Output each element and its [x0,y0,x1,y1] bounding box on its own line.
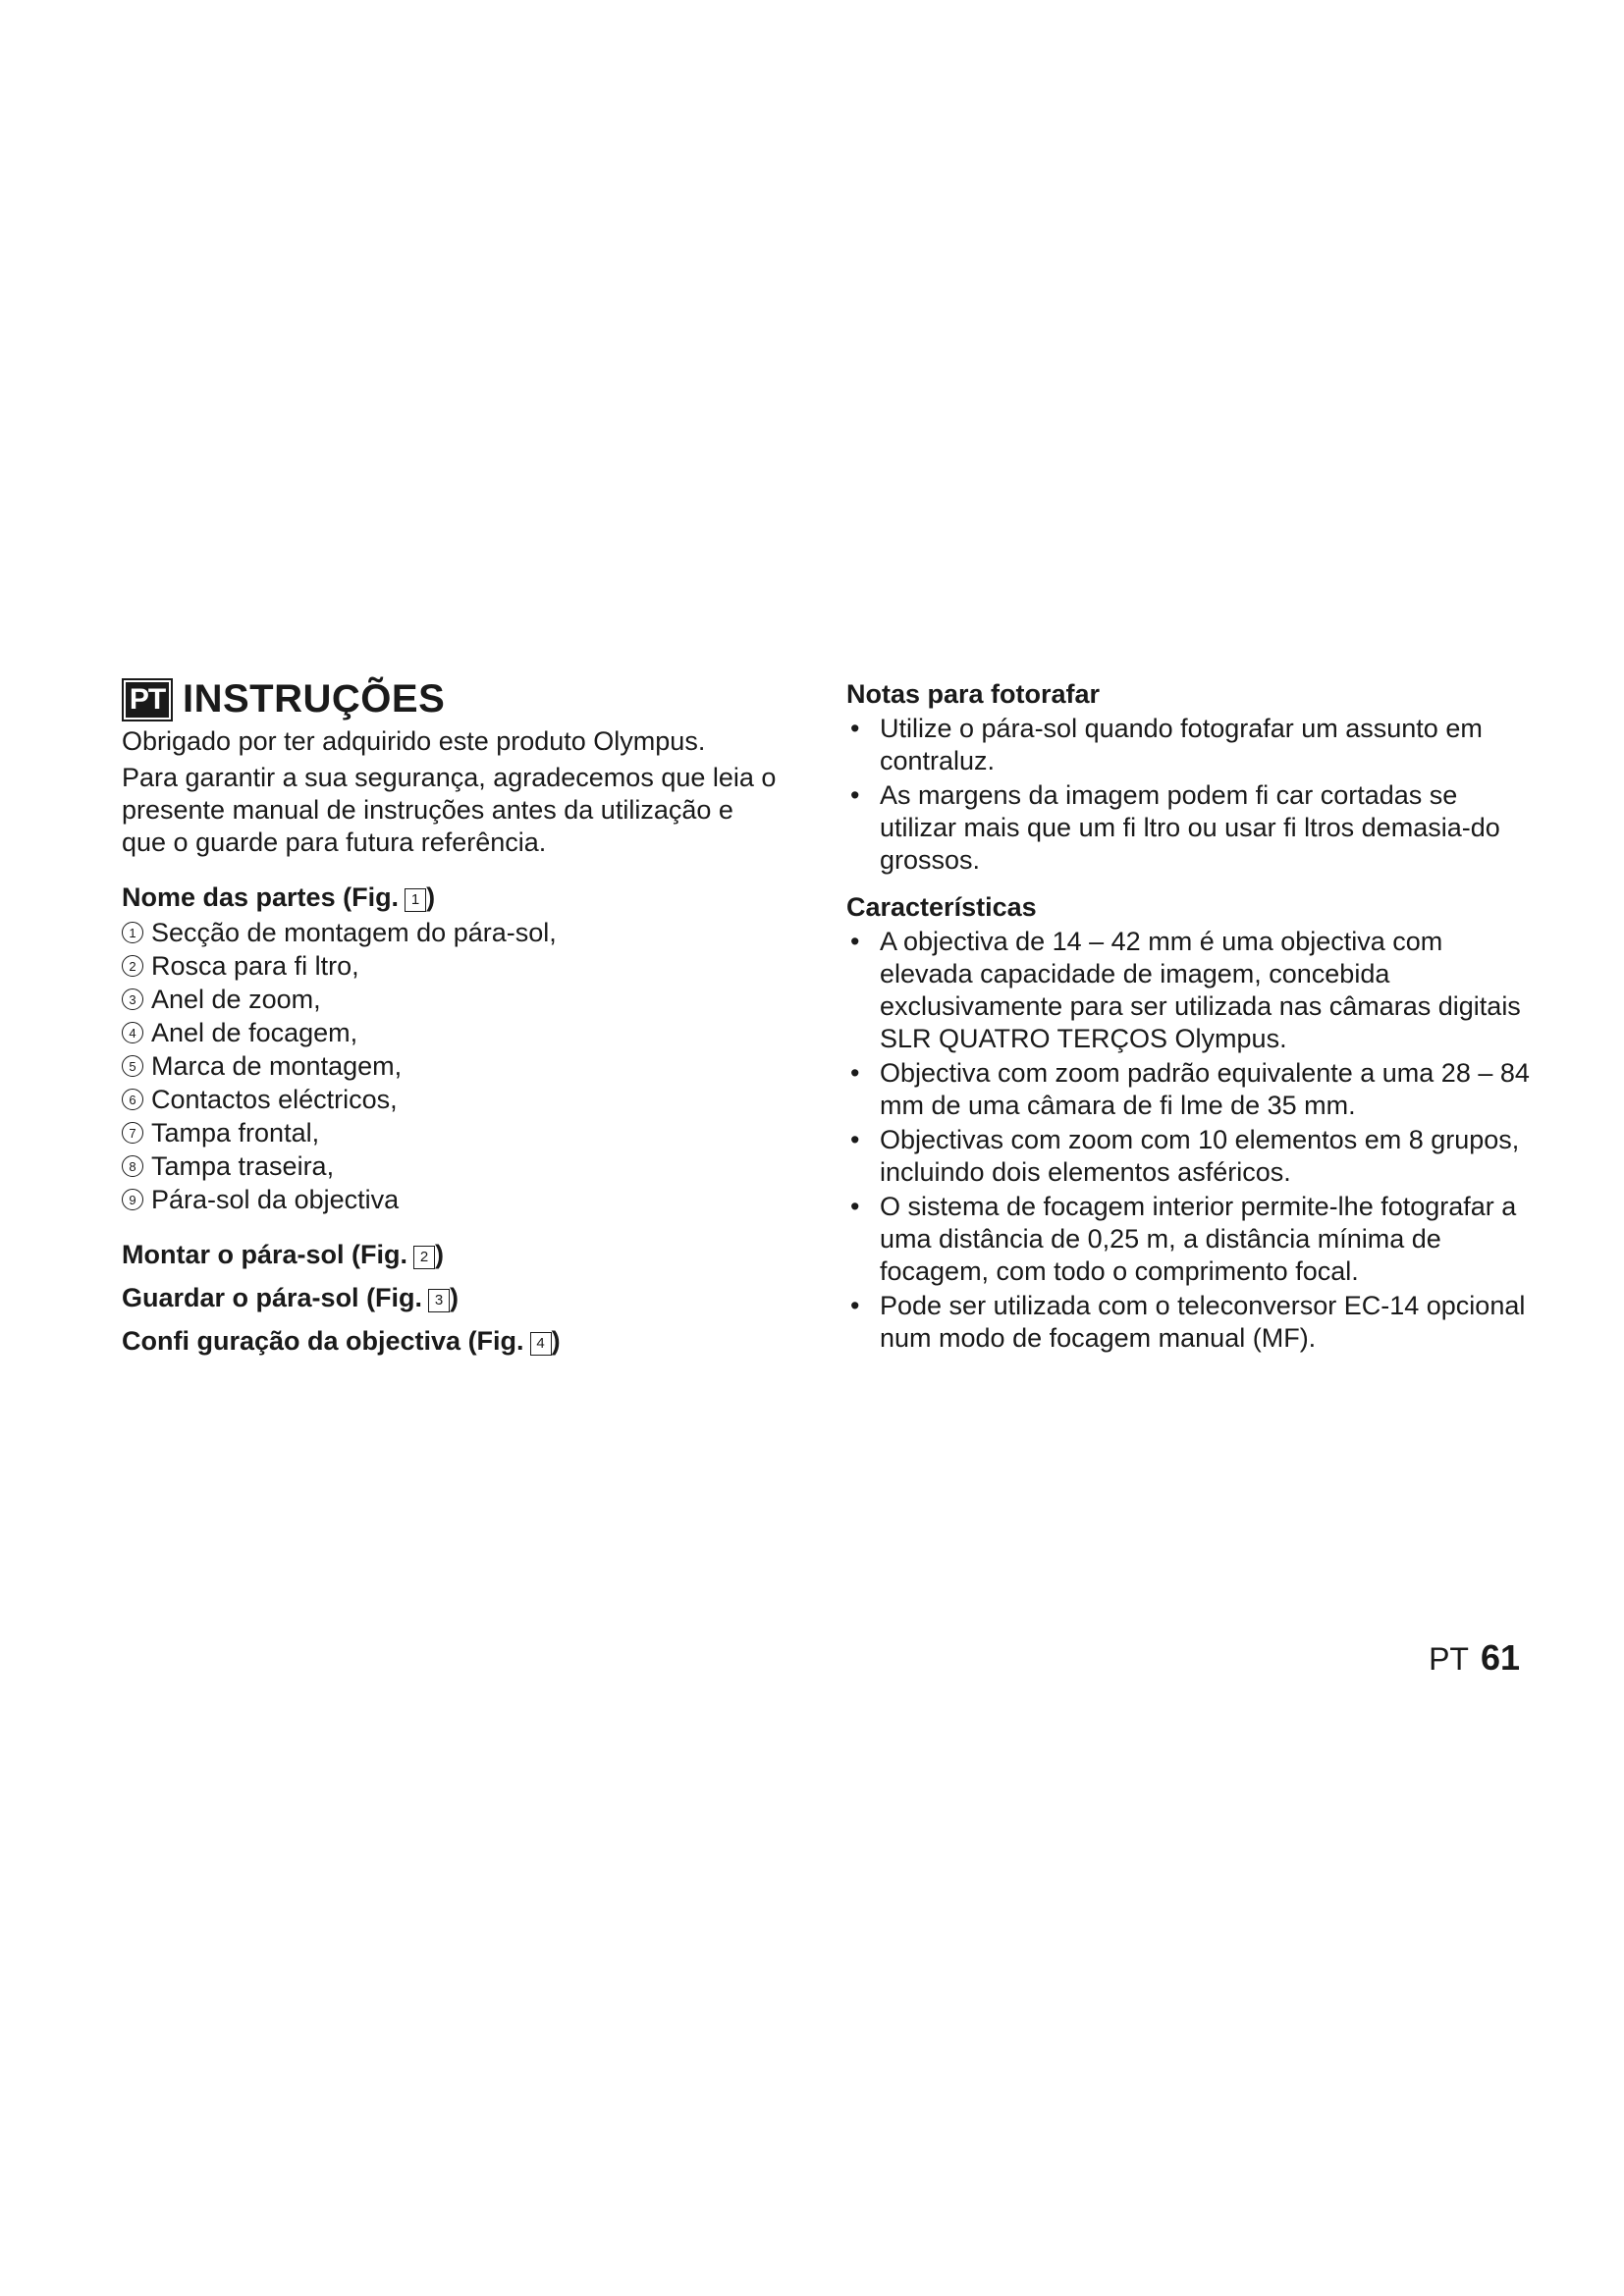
features-list [846,926,1534,1355]
circled-number-icon: 7 [122,1122,143,1144]
circled-number-icon: 3 [122,988,143,1010]
circled-number-icon: 6 [122,1089,143,1110]
list-item: 8 Tampa traseira, [122,1149,780,1183]
right-column [846,677,1534,1357]
list-item: 7 Tampa frontal, [122,1116,780,1149]
circled-number-icon: 4 [122,1022,143,1043]
notes-heading: Notas para fotorafar [846,679,1101,709]
intro-paragraph-2: Para garantir a sua segurança, agradecemos que leia o presente manual de instruções antes da utilização e que o guarde para futura referência. [122,763,777,857]
bullet-icon: • [850,927,860,956]
circled-number-icon: 1 [122,922,143,943]
circled-number-icon: 5 [122,1055,143,1077]
bullet-icon: • [850,1192,860,1221]
list-item: • Pode ser utilizada com o teleconversor EC-14 opcional num modo de focagem manual (MF). [850,1291,1526,1353]
list-item: 1 Secção de montagem do pára-sol, [122,916,780,949]
parts-heading: Nome das partes (Fig. 1 ) [122,882,436,912]
list-item: • Objectiva com zoom padrão equivalente a uma 28 – 84 mm de uma câmara de fi lme de 35 mm. [850,1058,1530,1120]
features-heading: Características [846,892,1037,922]
list-item: • Utilize o pára-sol quando fotografar um assunto em contraluz. [850,714,1483,775]
circled-number-icon: 9 [122,1189,143,1210]
list-item: 3 Anel de zoom, [122,983,780,1016]
fig-1-icon: 1 [405,888,426,912]
fig-3-icon: 3 [428,1289,450,1312]
circled-number-icon: 8 [122,1155,143,1177]
list-item: • As margens da imagem podem fi car cortadas se utilizar mais que um fi ltro ou usar fi ltros demasia-do grossos. [850,780,1500,875]
language-badge: PT [122,678,173,721]
title-row [122,677,780,721]
fig-4-icon: 4 [530,1332,552,1356]
circled-number-icon: 2 [122,955,143,977]
intro-text [122,725,780,859]
page-title: INSTRUÇÕES [183,677,446,721]
config-heading: Confi guração da objectiva (Fig. 4 ) [122,1326,561,1356]
fig-2-icon: 2 [413,1246,435,1269]
bullet-icon: • [850,1125,860,1154]
page-language: PT [1429,1641,1469,1677]
notes-list [846,713,1534,877]
store-heading: Guardar o pára-sol (Fig. 3 ) [122,1283,460,1312]
bullet-icon: • [850,1291,860,1320]
left-column [122,677,780,1360]
parts-list [122,916,780,1216]
intro-paragraph-1: Obrigado por ter adquirido este produto Olympus. [122,726,706,756]
list-item: 9 Pára-sol da objectiva [122,1183,780,1216]
bullet-icon: • [850,780,860,810]
list-item: • A objectiva de 14 – 42 mm é uma objectiva com elevada capacidade de imagem, concebida exclusivamente para ser utilizada nas câmaras digitais SLR QUATRO TERÇOS Olympus. [850,927,1521,1053]
list-item: • Objectivas com zoom com 10 elementos em 8 grupos, incluindo dois elementos asféricos. [850,1125,1520,1187]
mount-heading: Montar o pára-sol (Fig. 2 ) [122,1240,445,1269]
bullet-icon: • [850,1058,860,1088]
list-item: • O sistema de focagem interior permite-lhe fotografar a uma distância de 0,25 m, a distância mínima de focagem, com todo o comprimento focal. [850,1192,1517,1286]
list-item: 5 Marca de montagem, [122,1049,780,1083]
bullet-icon: • [850,714,860,743]
page-number-value: 61 [1480,1637,1520,1678]
list-item: 6 Contactos eléctricos, [122,1083,780,1116]
list-item: 4 Anel de focagem, [122,1016,780,1049]
page-number [1429,1637,1520,1679]
list-item: 2 Rosca para fi ltro, [122,949,780,983]
